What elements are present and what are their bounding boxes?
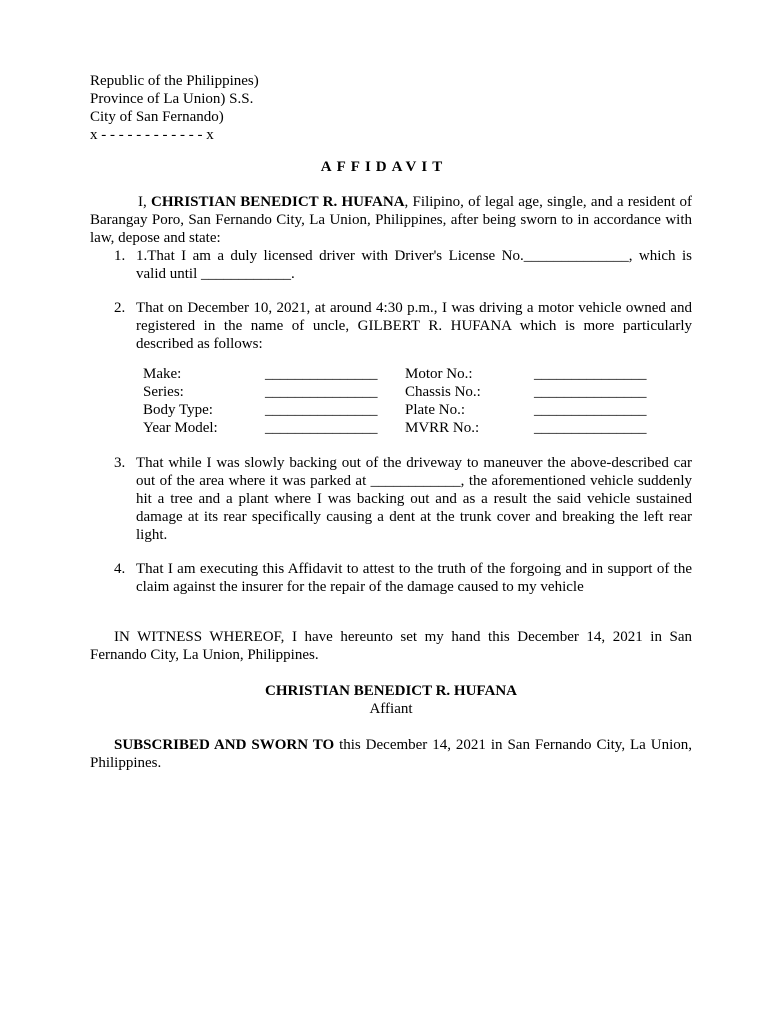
table-row: [143, 419, 658, 437]
jurat-text: this December 14, 2021 in San Fernando City, La Union, Philippines.: [90, 737, 692, 771]
list-item-number: 4.: [114, 561, 126, 577]
vehicle-label: Plate No.:: [405, 402, 465, 418]
table-row: [143, 383, 658, 401]
vehicle-details-table: [143, 365, 658, 437]
vehicle-blank: _______________: [265, 402, 378, 418]
table-row: [143, 365, 658, 383]
vehicle-label: Year Model:: [143, 420, 218, 436]
caption-line-province: Province of La Union) S.S.: [90, 91, 254, 107]
vehicle-label: Motor No.:: [405, 366, 473, 382]
vehicle-label: MVRR No.:: [405, 420, 480, 436]
vehicle-blank: _______________: [534, 366, 647, 382]
jurat-paragraph: [90, 736, 692, 772]
list-item: [114, 247, 692, 283]
vehicle-blank: _______________: [534, 402, 647, 418]
list-item: [114, 454, 692, 544]
list-item-number: 1.: [114, 248, 126, 264]
vehicle-blank: _______________: [534, 420, 647, 436]
venue-caption: [90, 72, 259, 144]
list-item: [114, 299, 692, 353]
witness-text: IN WITNESS WHEREOF, I have hereunto set my hand this December 14, 2021 in San Fernando City, La Union, Philippines.: [90, 629, 692, 663]
intro-body: , Filipino, of legal age, single, and a resident of Barangay Poro, San Fernando City, La Union, Philippines, after being sworn to in accordance with law, depose and state:: [90, 194, 693, 246]
document-title: AFFIDAVIT: [320, 159, 448, 175]
vehicle-label: Body Type:: [143, 402, 213, 418]
list-item-text: That while I was slowly backing out of the driveway to maneuver the above-described car out of the area where it was parked at ____________, the aforementioned vehicle suddenly hit a tree and a plant where I was backing out and as a result the said vehicle sustained damage at its rear specifically causing a dent at the trunk cover and breaking the left rear light.: [136, 455, 692, 543]
list-item-number: 3.: [114, 455, 126, 471]
list-item: [114, 560, 692, 596]
vehicle-label: Make:: [143, 366, 182, 382]
caption-line-separator: x - - - - - - - - - - - - x: [90, 127, 214, 143]
vehicle-blank: _______________: [534, 384, 647, 400]
jurat-heading: SUBSCRIBED AND SWORN TO: [114, 737, 335, 753]
witness-paragraph: [90, 628, 692, 664]
signer-role: Affiant: [369, 701, 413, 717]
vehicle-blank: _______________: [265, 366, 378, 382]
vehicle-label: Chassis No.:: [405, 384, 481, 400]
signature-block: [0, 682, 768, 718]
vehicle-blank: _______________: [265, 420, 378, 436]
list-item-text: That on December 10, 2021, at around 4:30 p.m., I was driving a motor vehicle owned and registered in the name of uncle, GILBERT R. HUFANA which is more particularly described as follows:: [136, 300, 692, 352]
intro-prefix: I,: [138, 194, 152, 210]
vehicle-label: Series:: [143, 384, 184, 400]
list-item-text: 1.That I am a duly licensed driver with Driver's License No.______________, which is valid until ____________.: [136, 248, 692, 282]
vehicle-blank: _______________: [265, 384, 378, 400]
caption-line-republic: Republic of the Philippines): [90, 73, 259, 89]
signer-name: CHRISTIAN BENEDICT R. HUFANA: [265, 683, 517, 699]
table-row: [143, 401, 658, 419]
intro-paragraph: [90, 193, 692, 247]
affiant-name: CHRISTIAN BENEDICT R. HUFANA: [151, 194, 405, 210]
list-item-text: That I am executing this Affidavit to attest to the truth of the forgoing and in support of the claim against the insurer for the repair of the damage caused to my vehicle: [136, 561, 692, 595]
list-item-number: 2.: [114, 300, 126, 316]
caption-line-city: City of San Fernando): [90, 109, 224, 125]
